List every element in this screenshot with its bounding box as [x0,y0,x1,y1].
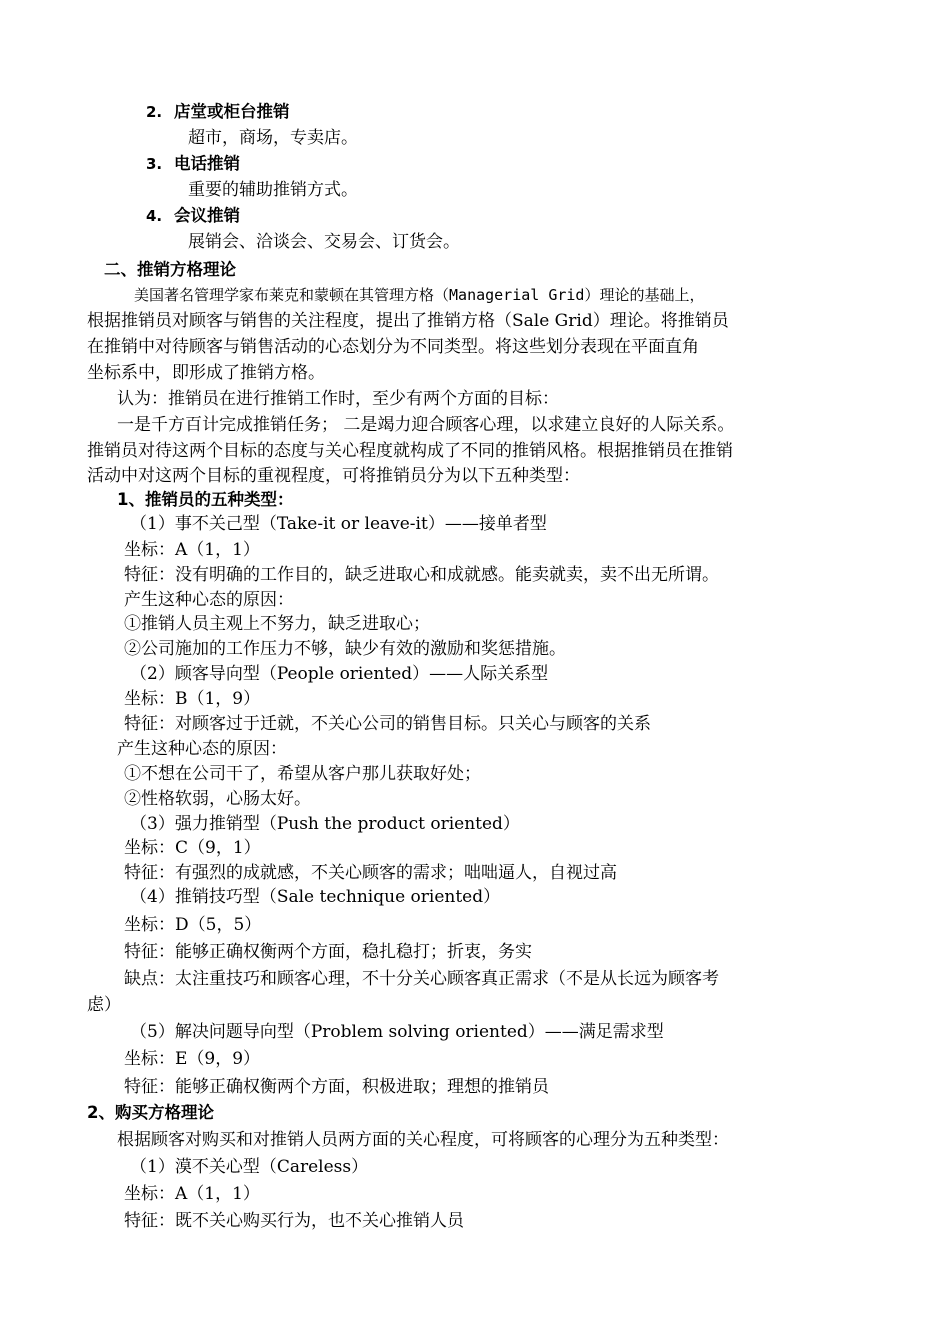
buyer-type1-coord: 坐标：A（1，1） [124,1184,260,1204]
list-item-2-desc: 超市，商场，专卖店。 [188,128,358,148]
type2-cause-2: ②性格软弱，心肠太好。 [124,789,311,809]
list-item-4-title: 4. 会议推销 [146,206,240,225]
type1-cause-1: ①推销人员主观上不努力，缺乏进取心； [124,614,430,634]
type4-feature: 特征：能够正确权衡两个方面，稳扎稳打；折衷，务实 [124,942,532,962]
list-item-4-desc: 展销会、洽谈会、交易会、订货会。 [188,232,460,252]
type2-cause-1: ①不想在公司干了，希望从客户那儿获取好处； [124,764,481,784]
type3-title: （3）强力推销型（Push the product oriented） [130,814,520,834]
goals-line-1: 认为：推销员在进行推销工作时，至少有两个方面的目标： [117,389,559,409]
goals-line-4: 活动中对这两个目标的重视程度，可将推销员分为以下五种类型： [87,466,580,486]
buyer-type1-feature: 特征：既不关心购买行为，也不关心推销人员 [124,1211,464,1231]
type1-cause-label: 产生这种心态的原因： [124,590,294,610]
type5-title: （5）解决问题导向型（Problem solving oriented）——满足需求型 [130,1022,664,1042]
intro-line-2: 根据推销员对顾客与销售的关注程度，提出了推销方格（Sale Grid）理论。将推销员 [87,311,729,331]
type4-drawback-cont: 虑） [87,995,121,1015]
type5-coord: 坐标：E（9，9） [124,1049,261,1069]
type1-feature: 特征：没有明确的工作目的，缺乏进取心和成就感。能卖就卖，卖不出无所谓。 [124,565,719,585]
type5-feature: 特征：能够正确权衡两个方面，积极进取；理想的推销员 [124,1077,549,1097]
intro-line-4: 坐标系中，即形成了推销方格。 [87,363,325,383]
type2-feature: 特征：对顾客过于迁就，不关心公司的销售目标。只关心与顾客的关系 [124,714,651,734]
goals-line-2: 一是千方百计完成推销任务； 二是竭力迎合顾客心理，以求建立良好的人际关系。 [117,415,735,435]
section-heading: 二、推销方格理论 [104,260,236,279]
type1-cause-2: ②公司施加的工作压力不够，缺少有效的激励和奖惩措施。 [124,639,566,659]
type1-title: （1）事不关己型（Take-it or leave-it）——接单者型 [130,514,547,534]
buyer-type1-title: （1）漠不关心型（Careless） [130,1157,369,1177]
intro-line-3: 在推销中对待顾客与销售活动的心态划分为不同类型。将这些划分表现在平面直角 [87,337,699,357]
type4-drawback: 缺点：太注重技巧和顾客心理，不十分关心顾客真正需求（不是从长远为顾客考 [124,969,719,989]
type1-coord: 坐标：A（1，1） [124,540,260,560]
type2-title: （2）顾客导向型（People oriented）——人际关系型 [130,664,549,684]
sub2-intro: 根据顾客对购买和对推销人员两方面的关心程度，可将顾客的心理分为五种类型： [117,1130,729,1150]
type4-title: （4）推销技巧型（Sale technique oriented） [130,887,501,907]
type3-feature: 特征：有强烈的成就感，不关心顾客的需求；咄咄逼人，自视过高 [124,863,617,883]
type3-coord: 坐标：C（9，1） [124,838,261,858]
intro-line-1: 美国著名管理学家布莱克和蒙顿在其管理方格（Managerial Grid）理论的基础上， [134,286,705,304]
list-item-3-title: 3. 电话推销 [146,154,240,173]
list-item-3-desc: 重要的辅助推销方式。 [188,180,358,200]
type2-cause-label: 产生这种心态的原因： [117,739,287,759]
subsection-heading-1: 1、推销员的五种类型： [117,490,294,509]
type2-coord: 坐标：B（1，9） [124,689,261,709]
goals-line-3: 推销员对待这两个目标的态度与关心程度就构成了不同的推销风格。根据推销员在推销 [87,441,733,461]
subsection-heading-2: 2、购买方格理论 [87,1103,214,1122]
type4-coord: 坐标：D（5，5） [124,915,262,935]
list-item-2-title: 2. 店堂或柜台推销 [146,102,290,121]
